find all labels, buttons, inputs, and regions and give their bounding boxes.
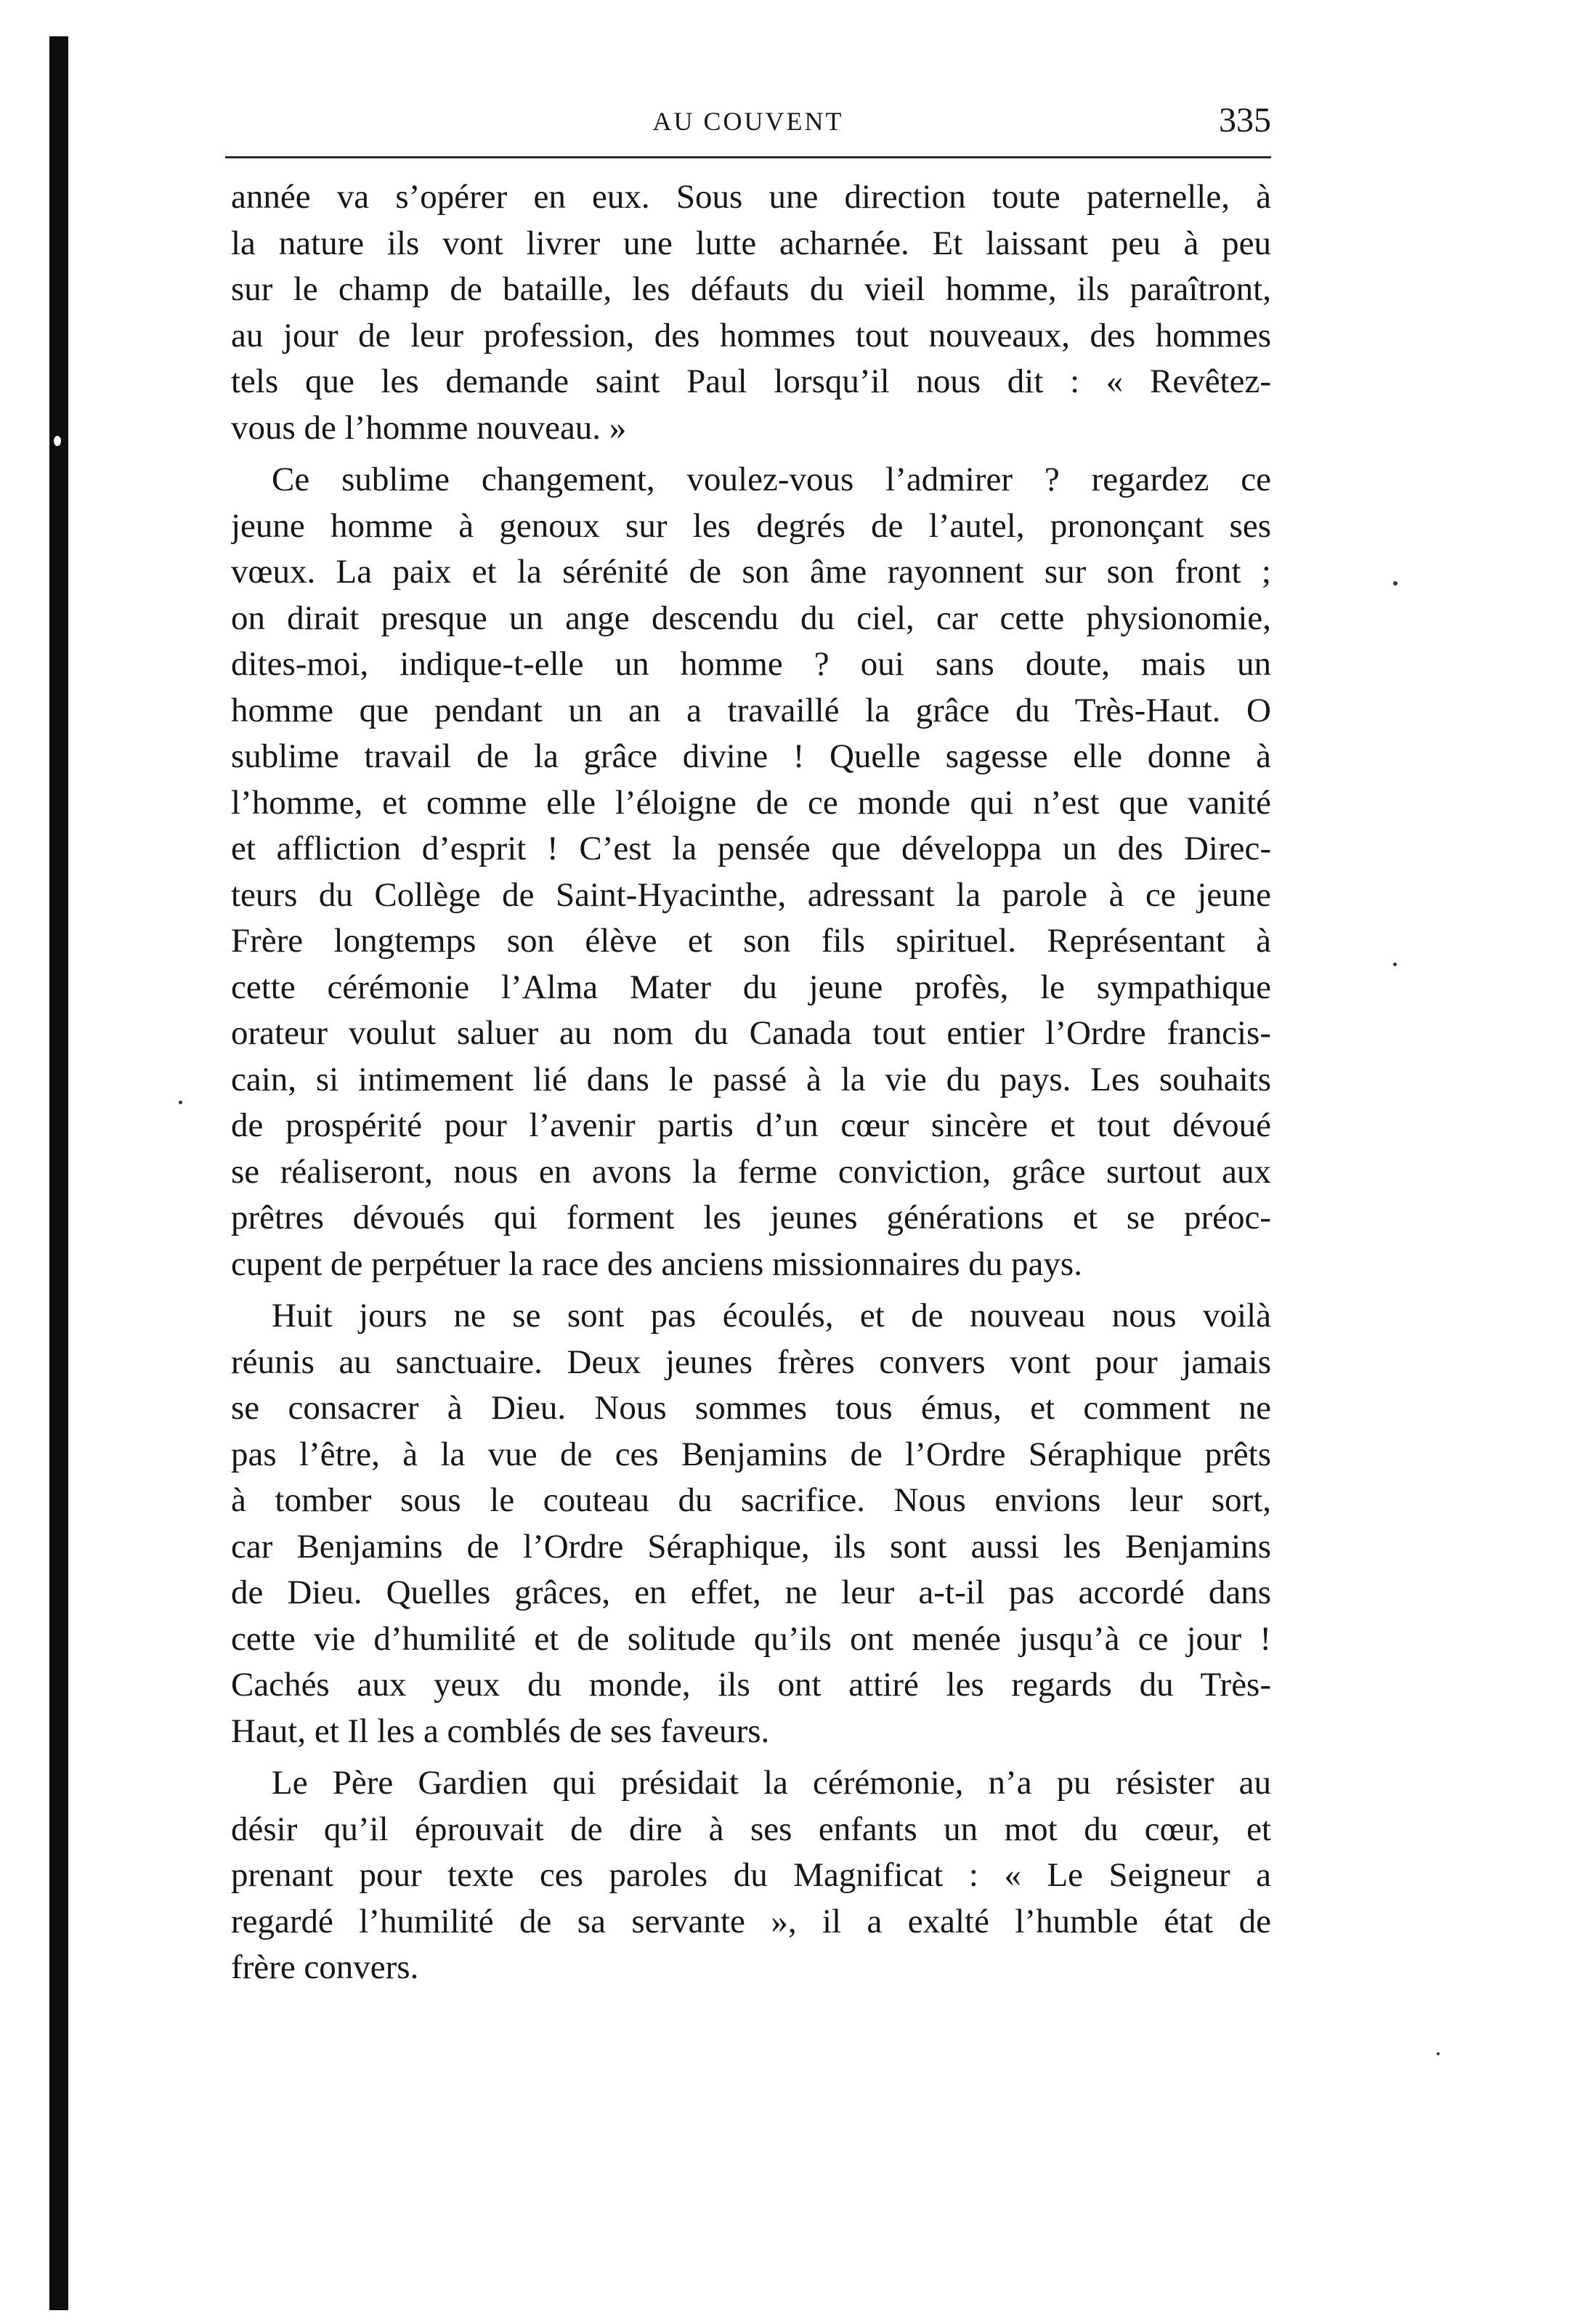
paragraph-4 xyxy=(231,1760,1271,1991)
paragraph-1 xyxy=(231,174,1271,451)
text-line: homme que pendant un an a travaillé la grâce du Très-Haut. O xyxy=(231,691,1271,729)
paragraph-2 xyxy=(231,457,1271,1287)
text-line: sur le champ de bataille, les défauts du vieil homme, ils paraîtront, xyxy=(231,270,1271,308)
text-line: dites-moi, indique-t-elle un homme ? oui sans doute, mais un xyxy=(231,645,1271,683)
text-line: vœux. La paix et la sérénité de son âme rayonnent sur son front ; xyxy=(231,553,1271,591)
scan-speck xyxy=(1393,581,1398,586)
scan-speck xyxy=(1393,963,1397,966)
text-line: de Dieu. Quelles grâces, en effet, ne leur a-t-il pas accordé dans xyxy=(231,1574,1271,1611)
text-line: désir qu’il éprouvait de dire à ses enfants un mot du cœur, et xyxy=(231,1810,1271,1848)
text-line: Frère longtemps son élève et son fils spirituel. Représentant à xyxy=(231,922,1271,960)
text-line: l’homme, et comme elle l’éloigne de ce monde qui n’est que vanité xyxy=(231,783,1271,822)
text-line: Ce sublime changement, voulez-vous l’admirer ? regardez ce xyxy=(272,461,1271,498)
text-line: jeune homme à genoux sur les degrés de l’autel, prononçant ses xyxy=(231,506,1271,545)
text-line: prenant pour texte ces paroles du Magnificat : « Le Seigneur a xyxy=(231,1856,1271,1894)
text-line: cupent de perpétuer la race des anciens missionnaires du pays. xyxy=(231,1244,1082,1283)
text-line: Huit jours ne se sont pas écoulés, et de nouveau nous voilà xyxy=(272,1297,1271,1335)
text-line: de prospérité pour l’avenir partis d’un cœur sincère et tout dévoué xyxy=(231,1106,1271,1144)
scan-speck xyxy=(54,436,61,446)
text-line: et affliction d’esprit ! C’est la pensée que développa un des Direc- xyxy=(231,830,1271,867)
running-head xyxy=(225,100,1271,158)
running-title: AU COUVENT xyxy=(652,107,844,136)
paragraph-3 xyxy=(231,1293,1271,1754)
body-text xyxy=(231,174,1271,1991)
text-line: vous de l’homme nouveau. » xyxy=(231,408,627,447)
text-line: cette vie d’humilité et de solitude qu’ils ont menée jusqu’à ce jour ! xyxy=(231,1619,1271,1658)
text-line: on dirait presque un ange descendu du ciel, car cette physionomie, xyxy=(231,599,1271,637)
text-line: se réaliseront, nous en avons la ferme conviction, grâce surtout aux xyxy=(231,1152,1271,1191)
text-line: Haut, et Il les a comblés de ses faveurs. xyxy=(231,1712,770,1750)
scan-speck xyxy=(1437,2052,1440,2055)
text-line: se consacrer à Dieu. Nous sommes tous émus, et comment ne xyxy=(231,1389,1271,1427)
text-line: car Benjamins de l’Ordre Séraphique, ils sont aussi les Benjamins xyxy=(231,1527,1271,1566)
text-line: à tomber sous le couteau du sacrifice. Nous envions leur sort, xyxy=(231,1481,1271,1519)
text-line: tels que les demande saint Paul lorsqu’il nous dit : « Revêtez- xyxy=(231,363,1271,400)
text-line: frère convers. xyxy=(231,1948,419,1986)
text-line: teurs du Collège de Saint-Hyacinthe, adressant la parole à ce jeune xyxy=(231,875,1271,914)
text-line: orateur voulut saluer au nom du Canada tout entier l’Ordre francis- xyxy=(231,1014,1271,1052)
text-line: réunis au sanctuaire. Deux jeunes frères convers vont pour jamais xyxy=(231,1343,1271,1381)
text-line: Cachés aux yeux du monde, ils ont attiré les regards du Très- xyxy=(231,1666,1271,1704)
text-line: regardé l’humilité de sa servante », il a exalté l’humble état de xyxy=(231,1902,1271,1940)
text-line: cette cérémonie l’Alma Mater du jeune profès, le sympathique xyxy=(231,968,1271,1006)
text-line: année va s’opérer en eux. Sous une direction toute paternelle, à xyxy=(231,178,1271,216)
text-line: prêtres dévoués qui forment les jeunes générations et se préoc- xyxy=(231,1199,1271,1236)
page-number: 335 xyxy=(1219,101,1271,139)
text-line: au jour de leur profession, des hommes tout nouveaux, des hommes xyxy=(231,316,1271,355)
text-line: sublime travail de la grâce divine ! Quelle sagesse elle donne à xyxy=(231,737,1271,775)
text-line: cain, si intimement lié dans le passé à la vie du pays. Les souhaits xyxy=(231,1060,1271,1098)
header-rule xyxy=(225,156,1271,158)
text-line: pas l’être, à la vue de ces Benjamins de l’Ordre Séraphique prêts xyxy=(231,1435,1271,1473)
text-line: la nature ils vont livrer une lutte acharnée. Et laissant peu à peu xyxy=(231,224,1271,262)
binding-edge xyxy=(49,36,68,2310)
text-line: Le Père Gardien qui présidait la cérémonie, n’a pu résister au xyxy=(272,1764,1271,1802)
scan-speck xyxy=(179,1101,182,1104)
